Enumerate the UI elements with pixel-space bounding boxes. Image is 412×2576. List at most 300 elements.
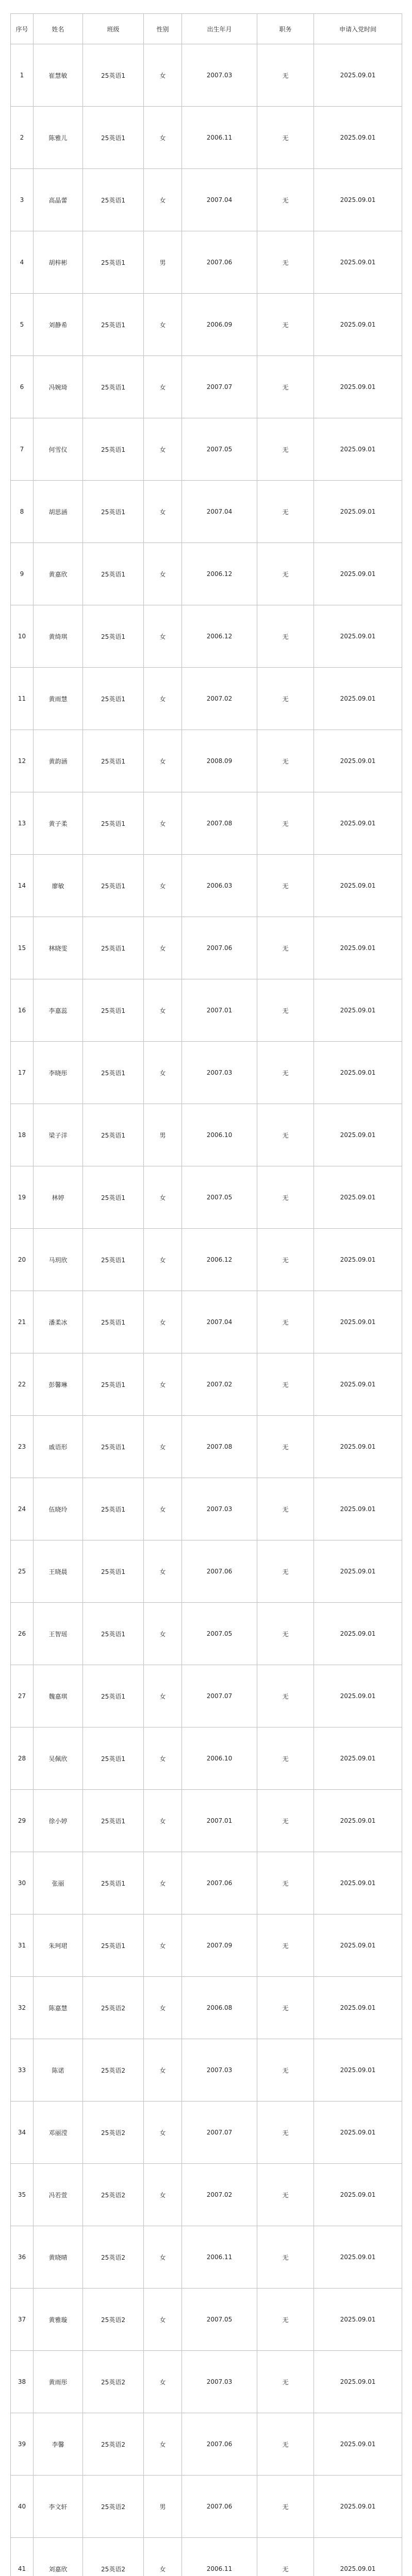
table-row bbox=[11, 979, 402, 1042]
cell-class: 25英语1 bbox=[83, 1353, 144, 1416]
cell-class: 25英语1 bbox=[83, 418, 144, 481]
cell-position: 无 bbox=[257, 1790, 314, 1852]
cell-name: 潘柔冰 bbox=[34, 1291, 83, 1353]
cell-birth: 2007.03 bbox=[182, 44, 257, 107]
cell-index: 37 bbox=[11, 2289, 34, 2351]
cell-name: 魏嘉琪 bbox=[34, 1665, 83, 1727]
table-row bbox=[11, 1291, 402, 1353]
cell-position: 无 bbox=[257, 2538, 314, 2576]
cell-gender: 女 bbox=[144, 1291, 182, 1353]
cell-gender: 女 bbox=[144, 1977, 182, 2039]
cell-position: 无 bbox=[257, 917, 314, 979]
cell-position: 无 bbox=[257, 2413, 314, 2476]
cell-gender: 女 bbox=[144, 481, 182, 543]
cell-position: 无 bbox=[257, 1852, 314, 1914]
cell-class: 25英语1 bbox=[83, 730, 144, 792]
table-row bbox=[11, 1977, 402, 2039]
table-row bbox=[11, 543, 402, 605]
cell-birth: 2006.08 bbox=[182, 1977, 257, 2039]
cell-index: 10 bbox=[11, 605, 34, 668]
cell-apply-date: 2025.09.01 bbox=[314, 2476, 402, 2538]
cell-position: 无 bbox=[257, 1104, 314, 1166]
cell-gender: 男 bbox=[144, 1104, 182, 1166]
cell-class: 25英语1 bbox=[83, 792, 144, 855]
cell-apply-date: 2025.09.01 bbox=[314, 605, 402, 668]
header-position: 职务 bbox=[257, 14, 314, 44]
cell-position: 无 bbox=[257, 356, 314, 418]
table-row bbox=[11, 2102, 402, 2164]
cell-index: 35 bbox=[11, 2164, 34, 2226]
cell-birth: 2006.12 bbox=[182, 605, 257, 668]
cell-class: 25英语2 bbox=[83, 1977, 144, 2039]
cell-position: 无 bbox=[257, 418, 314, 481]
cell-index: 24 bbox=[11, 1478, 34, 1540]
cell-gender: 女 bbox=[144, 1914, 182, 1977]
cell-index: 9 bbox=[11, 543, 34, 605]
cell-gender: 女 bbox=[144, 1727, 182, 1790]
header-name: 姓名 bbox=[34, 14, 83, 44]
cell-birth: 2007.06 bbox=[182, 1540, 257, 1603]
cell-apply-date: 2025.09.01 bbox=[314, 2039, 402, 2102]
cell-birth: 2006.12 bbox=[182, 1229, 257, 1291]
cell-birth: 2007.06 bbox=[182, 231, 257, 294]
cell-birth: 2007.06 bbox=[182, 2413, 257, 2476]
cell-index: 1 bbox=[11, 44, 34, 107]
cell-position: 无 bbox=[257, 481, 314, 543]
cell-index: 16 bbox=[11, 979, 34, 1042]
cell-name: 张丽 bbox=[34, 1852, 83, 1914]
cell-position: 无 bbox=[257, 231, 314, 294]
cell-gender: 女 bbox=[144, 1603, 182, 1665]
cell-position: 无 bbox=[257, 1229, 314, 1291]
cell-class: 25英语1 bbox=[83, 605, 144, 668]
cell-class: 25英语1 bbox=[83, 107, 144, 169]
cell-position: 无 bbox=[257, 730, 314, 792]
cell-apply-date: 2025.09.01 bbox=[314, 1977, 402, 2039]
cell-class: 25英语1 bbox=[83, 543, 144, 605]
cell-gender: 女 bbox=[144, 543, 182, 605]
cell-index: 32 bbox=[11, 1977, 34, 2039]
cell-birth: 2007.05 bbox=[182, 2289, 257, 2351]
cell-position: 无 bbox=[257, 1603, 314, 1665]
cell-birth: 2007.07 bbox=[182, 1665, 257, 1727]
cell-index: 17 bbox=[11, 1042, 34, 1104]
cell-name: 黄雨慧 bbox=[34, 668, 83, 730]
cell-class: 25英语2 bbox=[83, 2538, 144, 2576]
cell-apply-date: 2025.09.01 bbox=[314, 1603, 402, 1665]
cell-gender: 女 bbox=[144, 668, 182, 730]
cell-apply-date: 2025.09.01 bbox=[314, 231, 402, 294]
cell-name: 黄雅璇 bbox=[34, 2289, 83, 2351]
cell-class: 25英语2 bbox=[83, 2289, 144, 2351]
cell-birth: 2007.07 bbox=[182, 356, 257, 418]
cell-position: 无 bbox=[257, 792, 314, 855]
cell-name: 李文轩 bbox=[34, 2476, 83, 2538]
cell-class: 25英语2 bbox=[83, 2351, 144, 2413]
cell-apply-date: 2025.09.01 bbox=[314, 2226, 402, 2289]
cell-class: 25英语1 bbox=[83, 1478, 144, 1540]
cell-gender: 女 bbox=[144, 1229, 182, 1291]
cell-apply-date: 2025.09.01 bbox=[314, 356, 402, 418]
cell-class: 25英语1 bbox=[83, 668, 144, 730]
cell-apply-date: 2025.09.01 bbox=[314, 1166, 402, 1229]
cell-apply-date: 2025.09.01 bbox=[314, 107, 402, 169]
cell-index: 18 bbox=[11, 1104, 34, 1166]
cell-birth: 2006.11 bbox=[182, 2226, 257, 2289]
cell-apply-date: 2025.09.01 bbox=[314, 1540, 402, 1603]
cell-index: 38 bbox=[11, 2351, 34, 2413]
cell-class: 25英语1 bbox=[83, 1166, 144, 1229]
table-row bbox=[11, 2289, 402, 2351]
cell-name: 李嘉蕊 bbox=[34, 979, 83, 1042]
cell-name: 黄嘉欣 bbox=[34, 543, 83, 605]
cell-name: 崔慧敏 bbox=[34, 44, 83, 107]
cell-gender: 女 bbox=[144, 2413, 182, 2476]
cell-name: 陈诺 bbox=[34, 2039, 83, 2102]
cell-birth: 2007.02 bbox=[182, 1353, 257, 1416]
cell-class: 25英语1 bbox=[83, 356, 144, 418]
cell-name: 陈嘉慧 bbox=[34, 1977, 83, 2039]
cell-apply-date: 2025.09.01 bbox=[314, 2102, 402, 2164]
cell-apply-date: 2025.09.01 bbox=[314, 1416, 402, 1478]
table-row bbox=[11, 294, 402, 356]
cell-name: 刘嘉欣 bbox=[34, 2538, 83, 2576]
table-row bbox=[11, 1166, 402, 1229]
cell-birth: 2006.10 bbox=[182, 1104, 257, 1166]
cell-index: 19 bbox=[11, 1166, 34, 1229]
cell-name: 黄雨彤 bbox=[34, 2351, 83, 2413]
cell-apply-date: 2025.09.01 bbox=[314, 2289, 402, 2351]
cell-gender: 女 bbox=[144, 2289, 182, 2351]
cell-position: 无 bbox=[257, 2476, 314, 2538]
cell-gender: 女 bbox=[144, 1478, 182, 1540]
cell-apply-date: 2025.09.01 bbox=[314, 2413, 402, 2476]
table-row bbox=[11, 855, 402, 917]
cell-index: 29 bbox=[11, 1790, 34, 1852]
cell-apply-date: 2025.09.01 bbox=[314, 917, 402, 979]
cell-class: 25英语1 bbox=[83, 1540, 144, 1603]
table-row bbox=[11, 2039, 402, 2102]
cell-birth: 2006.12 bbox=[182, 543, 257, 605]
cell-position: 无 bbox=[257, 1540, 314, 1603]
cell-index: 25 bbox=[11, 1540, 34, 1603]
cell-class: 25英语1 bbox=[83, 1852, 144, 1914]
cell-class: 25英语1 bbox=[83, 169, 144, 231]
cell-gender: 女 bbox=[144, 1353, 182, 1416]
header-index: 序号 bbox=[11, 14, 34, 44]
cell-name: 吴佩欣 bbox=[34, 1727, 83, 1790]
table-row bbox=[11, 356, 402, 418]
cell-index: 11 bbox=[11, 668, 34, 730]
cell-class: 25英语1 bbox=[83, 1042, 144, 1104]
cell-apply-date: 2025.09.01 bbox=[314, 730, 402, 792]
cell-birth: 2007.08 bbox=[182, 1416, 257, 1478]
cell-name: 邓丽滢 bbox=[34, 2102, 83, 2164]
cell-apply-date: 2025.09.01 bbox=[314, 1790, 402, 1852]
cell-position: 无 bbox=[257, 1353, 314, 1416]
cell-class: 25英语1 bbox=[83, 1291, 144, 1353]
cell-index: 40 bbox=[11, 2476, 34, 2538]
cell-gender: 女 bbox=[144, 356, 182, 418]
cell-name: 彭馨琳 bbox=[34, 1353, 83, 1416]
cell-name: 黄晓晴 bbox=[34, 2226, 83, 2289]
cell-apply-date: 2025.09.01 bbox=[314, 855, 402, 917]
cell-birth: 2006.09 bbox=[182, 294, 257, 356]
cell-birth: 2007.04 bbox=[182, 169, 257, 231]
cell-name: 王晓晨 bbox=[34, 1540, 83, 1603]
cell-birth: 2008.09 bbox=[182, 730, 257, 792]
cell-gender: 男 bbox=[144, 231, 182, 294]
cell-apply-date: 2025.09.01 bbox=[314, 1914, 402, 1977]
cell-position: 无 bbox=[257, 1291, 314, 1353]
cell-gender: 女 bbox=[144, 2039, 182, 2102]
table-row bbox=[11, 1416, 402, 1478]
cell-birth: 2006.10 bbox=[182, 1727, 257, 1790]
cell-position: 无 bbox=[257, 1166, 314, 1229]
table-row bbox=[11, 1790, 402, 1852]
cell-index: 5 bbox=[11, 294, 34, 356]
cell-index: 41 bbox=[11, 2538, 34, 2576]
cell-position: 无 bbox=[257, 605, 314, 668]
cell-apply-date: 2025.09.01 bbox=[314, 44, 402, 107]
cell-apply-date: 2025.09.01 bbox=[314, 1291, 402, 1353]
cell-birth: 2006.03 bbox=[182, 855, 257, 917]
cell-birth: 2007.04 bbox=[182, 481, 257, 543]
table-row bbox=[11, 1914, 402, 1977]
cell-name: 冯婉琦 bbox=[34, 356, 83, 418]
cell-gender: 女 bbox=[144, 917, 182, 979]
cell-class: 25英语1 bbox=[83, 1790, 144, 1852]
cell-class: 25英语1 bbox=[83, 294, 144, 356]
cell-index: 2 bbox=[11, 107, 34, 169]
cell-gender: 女 bbox=[144, 418, 182, 481]
cell-name: 梁子洋 bbox=[34, 1104, 83, 1166]
cell-birth: 2007.08 bbox=[182, 792, 257, 855]
cell-apply-date: 2025.09.01 bbox=[314, 294, 402, 356]
cell-birth: 2007.07 bbox=[182, 2102, 257, 2164]
member-sheet bbox=[10, 13, 402, 2576]
cell-class: 25英语2 bbox=[83, 2476, 144, 2538]
table-row bbox=[11, 2226, 402, 2289]
table-row bbox=[11, 2476, 402, 2538]
cell-gender: 女 bbox=[144, 169, 182, 231]
cell-index: 13 bbox=[11, 792, 34, 855]
cell-class: 25英语1 bbox=[83, 44, 144, 107]
cell-birth: 2007.09 bbox=[182, 1914, 257, 1977]
cell-gender: 女 bbox=[144, 1852, 182, 1914]
cell-gender: 女 bbox=[144, 294, 182, 356]
cell-name: 李馨 bbox=[34, 2413, 83, 2476]
table-row bbox=[11, 2538, 402, 2576]
cell-position: 无 bbox=[257, 2289, 314, 2351]
cell-index: 39 bbox=[11, 2413, 34, 2476]
cell-name: 戚语形 bbox=[34, 1416, 83, 1478]
cell-gender: 女 bbox=[144, 855, 182, 917]
cell-position: 无 bbox=[257, 107, 314, 169]
cell-index: 34 bbox=[11, 2102, 34, 2164]
cell-name: 李晓彤 bbox=[34, 1042, 83, 1104]
cell-position: 无 bbox=[257, 2226, 314, 2289]
cell-class: 25英语1 bbox=[83, 1416, 144, 1478]
cell-gender: 女 bbox=[144, 1790, 182, 1852]
cell-gender: 女 bbox=[144, 2164, 182, 2226]
cell-position: 无 bbox=[257, 2351, 314, 2413]
table-row bbox=[11, 1665, 402, 1727]
header-birth: 出生年月 bbox=[182, 14, 257, 44]
cell-birth: 2007.03 bbox=[182, 1478, 257, 1540]
cell-birth: 2007.02 bbox=[182, 2164, 257, 2226]
cell-apply-date: 2025.09.01 bbox=[314, 2538, 402, 2576]
cell-apply-date: 2025.09.01 bbox=[314, 1104, 402, 1166]
cell-apply-date: 2025.09.01 bbox=[314, 1229, 402, 1291]
cell-position: 无 bbox=[257, 668, 314, 730]
cell-index: 6 bbox=[11, 356, 34, 418]
cell-name: 王智瑶 bbox=[34, 1603, 83, 1665]
table-row bbox=[11, 605, 402, 668]
cell-gender: 女 bbox=[144, 1416, 182, 1478]
cell-class: 25英语1 bbox=[83, 1665, 144, 1727]
cell-class: 25英语2 bbox=[83, 2102, 144, 2164]
cell-birth: 2007.01 bbox=[182, 979, 257, 1042]
cell-birth: 2007.03 bbox=[182, 1042, 257, 1104]
cell-position: 无 bbox=[257, 979, 314, 1042]
cell-index: 8 bbox=[11, 481, 34, 543]
cell-apply-date: 2025.09.01 bbox=[314, 792, 402, 855]
cell-birth: 2007.06 bbox=[182, 2476, 257, 2538]
cell-index: 22 bbox=[11, 1353, 34, 1416]
cell-class: 25英语1 bbox=[83, 1603, 144, 1665]
cell-name: 朱珂珺 bbox=[34, 1914, 83, 1977]
cell-birth: 2007.05 bbox=[182, 1603, 257, 1665]
table-row bbox=[11, 1042, 402, 1104]
cell-birth: 2006.11 bbox=[182, 107, 257, 169]
cell-apply-date: 2025.09.01 bbox=[314, 1665, 402, 1727]
cell-gender: 女 bbox=[144, 44, 182, 107]
cell-index: 3 bbox=[11, 169, 34, 231]
cell-position: 无 bbox=[257, 1416, 314, 1478]
cell-position: 无 bbox=[257, 169, 314, 231]
cell-position: 无 bbox=[257, 1478, 314, 1540]
cell-class: 25英语1 bbox=[83, 855, 144, 917]
table-row bbox=[11, 231, 402, 294]
cell-apply-date: 2025.09.01 bbox=[314, 1852, 402, 1914]
cell-name: 陈雅儿 bbox=[34, 107, 83, 169]
cell-position: 无 bbox=[257, 2039, 314, 2102]
table-row bbox=[11, 481, 402, 543]
cell-index: 33 bbox=[11, 2039, 34, 2102]
cell-name: 刘静希 bbox=[34, 294, 83, 356]
cell-gender: 女 bbox=[144, 2226, 182, 2289]
cell-class: 25英语1 bbox=[83, 1229, 144, 1291]
cell-gender: 女 bbox=[144, 605, 182, 668]
table-row bbox=[11, 1540, 402, 1603]
header-apply-date: 申请入党时间 bbox=[314, 14, 402, 44]
cell-birth: 2007.03 bbox=[182, 2351, 257, 2413]
cell-class: 25英语1 bbox=[83, 979, 144, 1042]
cell-gender: 女 bbox=[144, 792, 182, 855]
cell-apply-date: 2025.09.01 bbox=[314, 418, 402, 481]
cell-name: 马玥欣 bbox=[34, 1229, 83, 1291]
cell-position: 无 bbox=[257, 1914, 314, 1977]
table-row bbox=[11, 169, 402, 231]
cell-birth: 2007.03 bbox=[182, 2039, 257, 2102]
header-class: 班级 bbox=[83, 14, 144, 44]
cell-apply-date: 2025.09.01 bbox=[314, 668, 402, 730]
cell-gender: 女 bbox=[144, 107, 182, 169]
cell-class: 25英语2 bbox=[83, 2226, 144, 2289]
cell-apply-date: 2025.09.01 bbox=[314, 169, 402, 231]
cell-position: 无 bbox=[257, 44, 314, 107]
cell-index: 28 bbox=[11, 1727, 34, 1790]
table-row bbox=[11, 2164, 402, 2226]
cell-birth: 2007.02 bbox=[182, 668, 257, 730]
cell-name: 廖敏 bbox=[34, 855, 83, 917]
table-row bbox=[11, 792, 402, 855]
cell-apply-date: 2025.09.01 bbox=[314, 543, 402, 605]
table-row bbox=[11, 1727, 402, 1790]
cell-class: 25英语2 bbox=[83, 2413, 144, 2476]
cell-apply-date: 2025.09.01 bbox=[314, 1478, 402, 1540]
table-row bbox=[11, 1104, 402, 1166]
cell-name: 胡思涵 bbox=[34, 481, 83, 543]
cell-gender: 女 bbox=[144, 2351, 182, 2413]
cell-apply-date: 2025.09.01 bbox=[314, 481, 402, 543]
cell-apply-date: 2025.09.01 bbox=[314, 1042, 402, 1104]
cell-index: 7 bbox=[11, 418, 34, 481]
cell-position: 无 bbox=[257, 855, 314, 917]
cell-apply-date: 2025.09.01 bbox=[314, 1727, 402, 1790]
cell-name: 何雪仪 bbox=[34, 418, 83, 481]
cell-index: 20 bbox=[11, 1229, 34, 1291]
table-row bbox=[11, 1353, 402, 1416]
cell-index: 27 bbox=[11, 1665, 34, 1727]
table-row bbox=[11, 917, 402, 979]
cell-index: 23 bbox=[11, 1416, 34, 1478]
cell-name: 伍晓玲 bbox=[34, 1478, 83, 1540]
cell-position: 无 bbox=[257, 1665, 314, 1727]
cell-name: 黄子柔 bbox=[34, 792, 83, 855]
cell-index: 14 bbox=[11, 855, 34, 917]
cell-name: 徐小婷 bbox=[34, 1790, 83, 1852]
cell-gender: 女 bbox=[144, 2102, 182, 2164]
cell-apply-date: 2025.09.01 bbox=[314, 979, 402, 1042]
cell-class: 25英语1 bbox=[83, 481, 144, 543]
table-row bbox=[11, 1478, 402, 1540]
cell-birth: 2007.05 bbox=[182, 418, 257, 481]
cell-class: 25英语2 bbox=[83, 2164, 144, 2226]
cell-name: 高晶蕾 bbox=[34, 169, 83, 231]
cell-birth: 2007.05 bbox=[182, 1166, 257, 1229]
cell-apply-date: 2025.09.01 bbox=[314, 1353, 402, 1416]
cell-birth: 2007.06 bbox=[182, 917, 257, 979]
cell-name: 林晓雯 bbox=[34, 917, 83, 979]
header-gender: 性别 bbox=[144, 14, 182, 44]
cell-apply-date: 2025.09.01 bbox=[314, 2351, 402, 2413]
table-row bbox=[11, 668, 402, 730]
table-row bbox=[11, 730, 402, 792]
cell-class: 25英语2 bbox=[83, 2039, 144, 2102]
cell-index: 26 bbox=[11, 1603, 34, 1665]
cell-position: 无 bbox=[257, 2164, 314, 2226]
cell-position: 无 bbox=[257, 1977, 314, 2039]
cell-gender: 女 bbox=[144, 730, 182, 792]
cell-position: 无 bbox=[257, 1042, 314, 1104]
cell-gender: 女 bbox=[144, 1042, 182, 1104]
table-row bbox=[11, 107, 402, 169]
cell-birth: 2007.04 bbox=[182, 1291, 257, 1353]
table-row bbox=[11, 1603, 402, 1665]
cell-index: 15 bbox=[11, 917, 34, 979]
